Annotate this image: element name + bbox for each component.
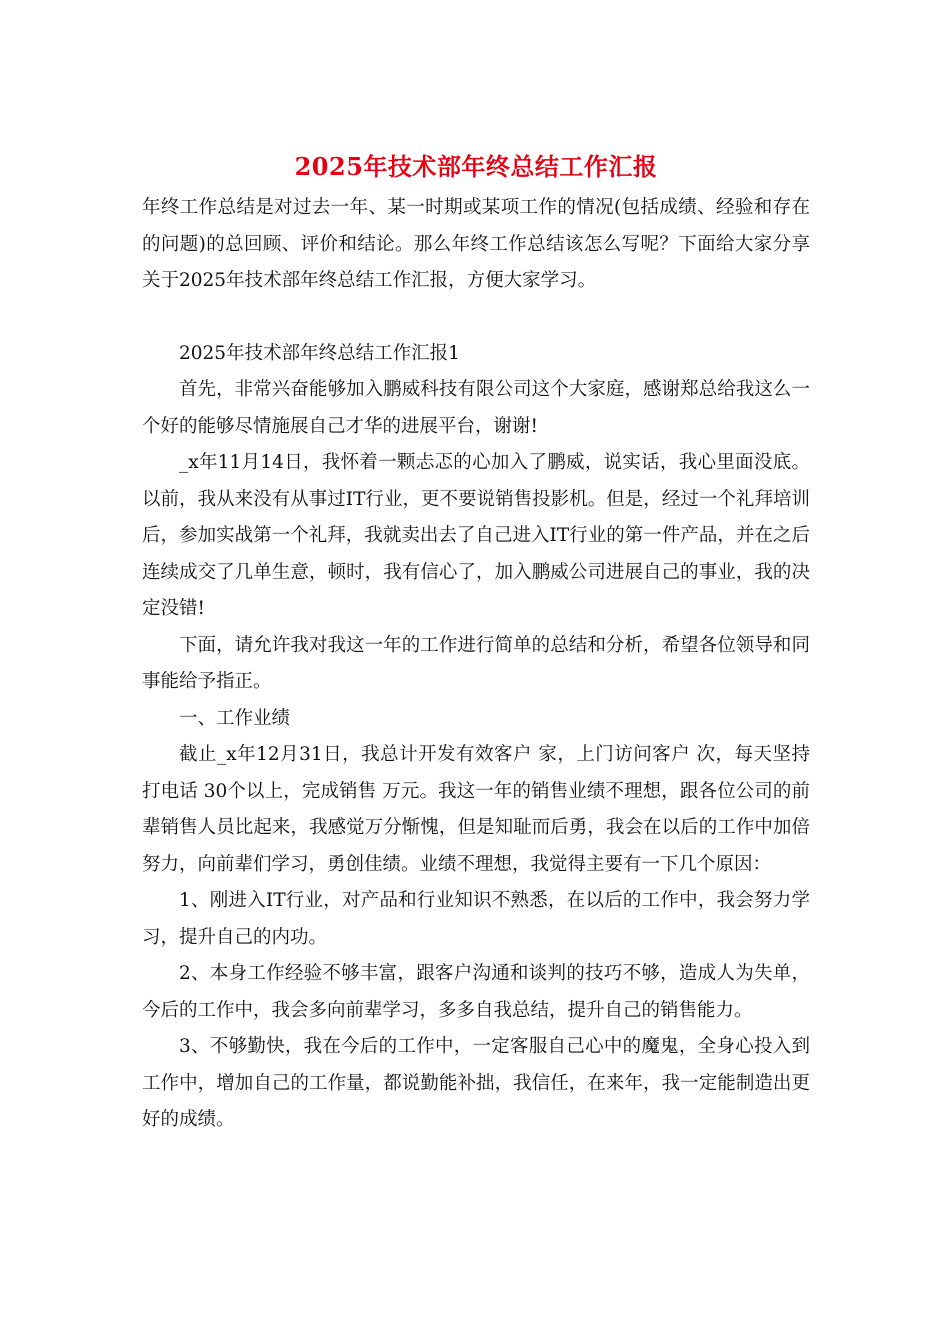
intro-paragraph: 年终工作总结是对过去一年、某一时期或某项工作的情况(包括成绩、经验和存在的问题)的总回顾、评价和结论。那么年终工作总结该怎么写呢？下面给大家分享关于2025年技术部年终总结工作汇报，方便大家学习。: [142, 197, 810, 291]
body-paragraph: 首先，非常兴奋能够加入鹏威科技有限公司这个大家庭，感谢郑总给我这么一个好的能够尽情施展自己才华的进展平台，谢谢!: [142, 379, 810, 437]
section-heading: 2025年技术部年终总结工作汇报1: [179, 342, 460, 364]
list-item: 3、不够勤快，我在今后的工作中，一定客服自己心中的魔鬼，全身心投入到工作中，增加自己的工作量，都说勤能补拙，我信任，在来年，我一定能制造出更好的成绩。: [142, 1036, 810, 1130]
paragraph-spacer: [142, 300, 810, 336]
subsection-heading: 一、工作业绩: [179, 707, 291, 729]
body-paragraph: 截止_x年12月31日，我总计开发有效客户 家，上门访问客户 次，每天坚持打电话 30个以上，完成销售 万元。我这一年的销售业绩不理想，跟各位公司的前辈销售人员比起来，我感觉万分惭愧，但是知耻而后勇，我会在以后的工作中加倍努力，向前辈们学习，勇创佳绩。业绩不理想，我觉得主要有一下几个原因：: [142, 744, 810, 875]
body-paragraph: 下面，请允许我对我这一年的工作进行简单的总结和分析，希望各位领导和同事能给予指正。: [142, 634, 810, 692]
body-paragraph: _x年11月14日，我怀着一颗忐忑的心加入了鹏威，说实话，我心里面没底。以前，我从来没有从事过IT行业，更不要说销售投影机。但是，经过一个礼拜培训后，参加实战第一个礼拜，我就卖出去了自己进入IT行业的第一件产品，并在之后连续成交了几单生意，顿时，我有信心了，加入鹏威公司进展自己的事业，我的决定没错!: [142, 452, 810, 619]
document-title: 2025年技术部年终总结工作汇报: [294, 152, 658, 181]
document-body: [142, 150, 810, 1139]
list-item: 1、刚进入IT行业，对产品和行业知识不熟悉，在以后的工作中，我会努力学习，提升自己的内功。: [142, 890, 810, 948]
list-item: 2、本身工作经验不够丰富，跟客户沟通和谈判的技巧不够，造成人为失单，今后的工作中，我会多向前辈学习，多多自我总结，提升自己的销售能力。: [142, 963, 810, 1021]
